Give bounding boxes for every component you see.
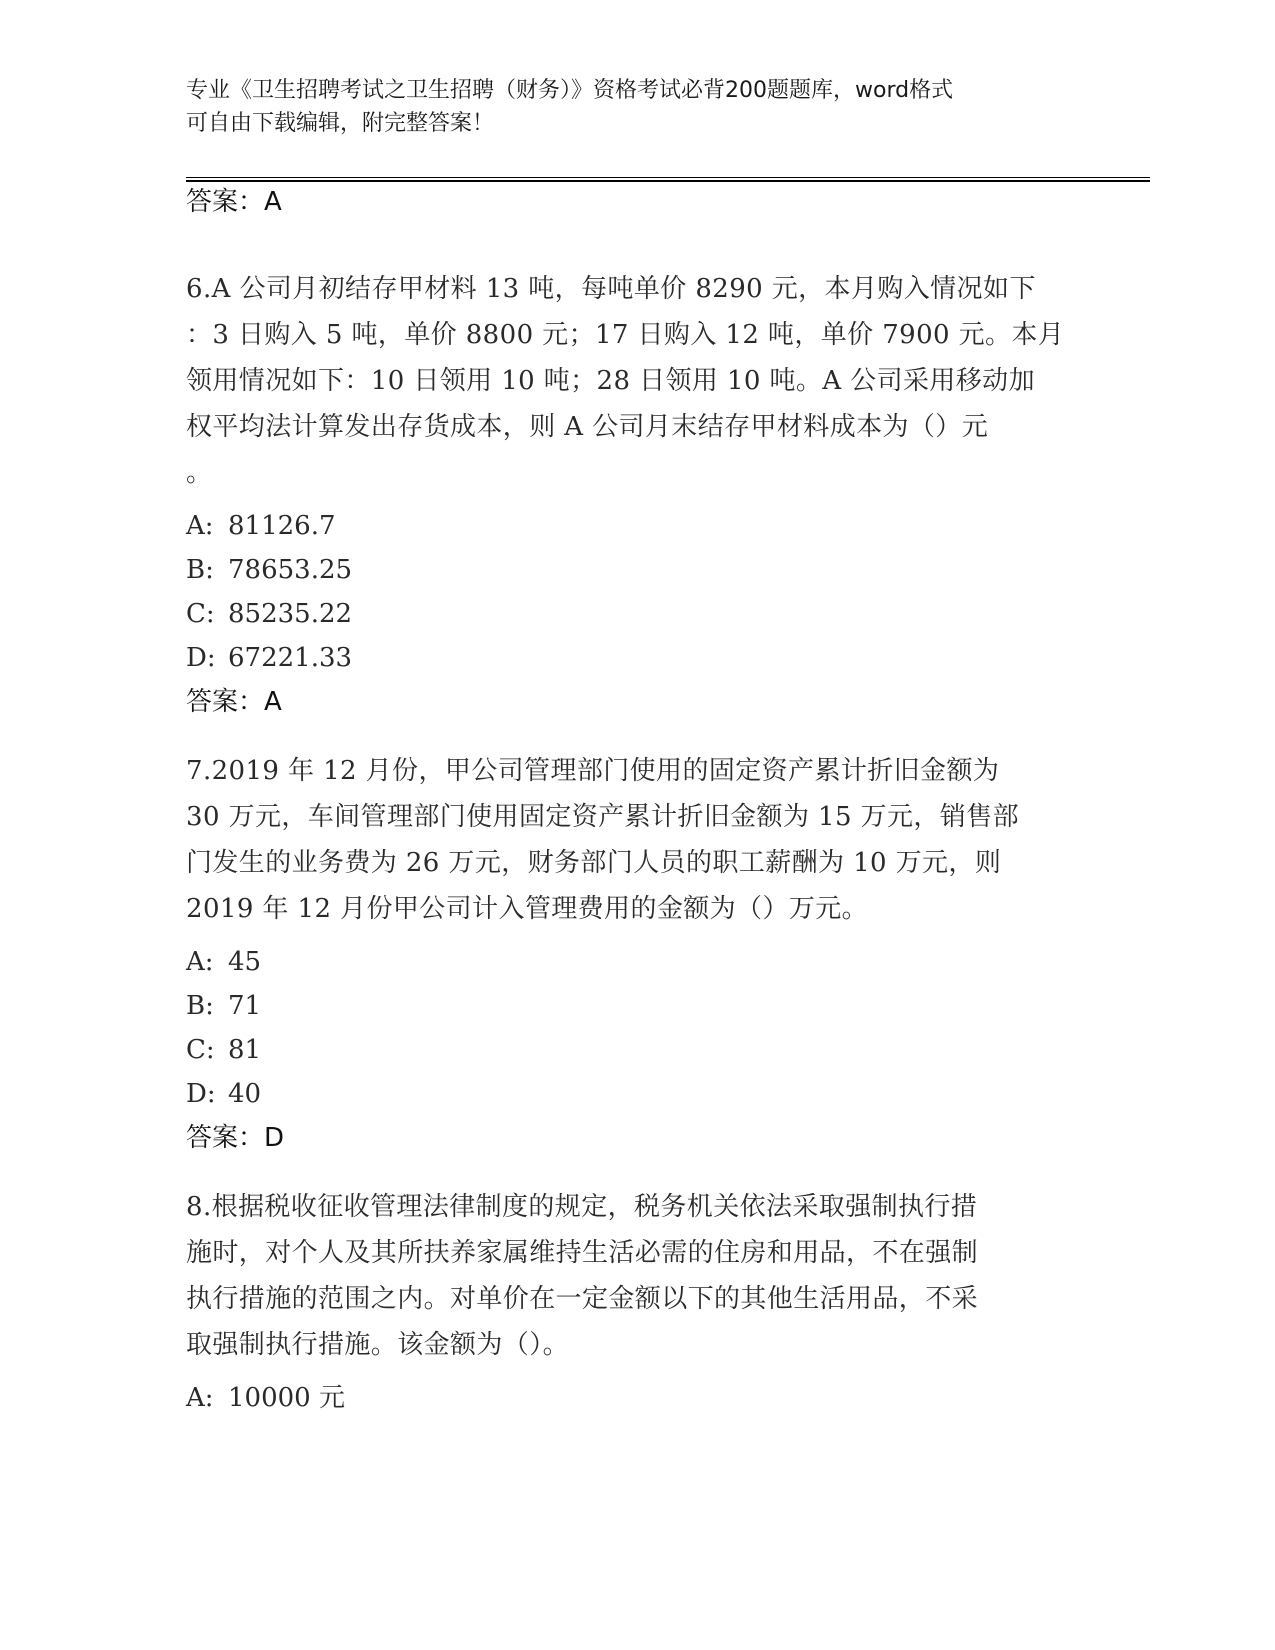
question-6-option-a [186,508,336,544]
header-divider [186,177,1150,182]
option-letter: A: [186,511,214,541]
question-7-answer: 答案：D [186,1123,285,1153]
question-line: ：3 日购入 5 吨，单价 8800 元；17 日购入 12 吨，单价 7900 元。本月 [186,320,1065,350]
question-6-answer: 答案：A [186,687,282,717]
option-text: 81126.7 [228,511,336,541]
option-letter: D: [186,1079,216,1109]
question-7-option-c [186,1032,261,1068]
question-8-option-a [186,1380,345,1416]
question-7-option-a [186,944,261,980]
option-text: 10000 元 [228,1383,345,1413]
question-line: 领用情况如下：10 日领用 10 吨；28 日领用 10 吨。A 公司采用移动加 [186,366,1035,396]
option-letter: B: [186,991,214,1021]
question-line: 30 万元，车间管理部门使用固定资产累计折旧金额为 15 万元，销售部 [186,802,1019,832]
option-text: 81 [228,1035,262,1065]
question-7-text [186,748,1106,932]
header-line: 可自由下载编辑，附完整答案！ [186,111,495,136]
option-text: 67221.33 [228,643,353,673]
option-letter: B: [186,555,214,585]
question-line: 6.A 公司月初结存甲材料 13 吨，每吨单价 8290 元，本月购入情况如下 [186,274,1036,304]
question-line: 2019 年 12 月份甲公司计入管理费用的金额为（）万元。 [186,894,869,924]
question-6-text [186,266,1106,496]
option-letter: A: [186,1383,214,1413]
question-line: 7.2019 年 12 月份，甲公司管理部门使用的固定资产累计折旧金额为 [186,756,1000,786]
question-line: 执行措施的范围之内。对单价在一定金额以下的其他生活用品，不采 [186,1284,979,1314]
question-6-option-c [186,596,352,632]
question-line: 8.根据税收征收管理法律制度的规定，税务机关依法采取强制执行措 [186,1192,978,1222]
option-text: 78653.25 [228,555,353,585]
question-7-option-b [186,988,261,1024]
question-line: 门发生的业务费为 26 万元，财务部门人员的职工薪酬为 10 万元，则 [186,848,1002,878]
question-line: 施时，对个人及其所扶养家属维持生活必需的住房和用品，不在强制 [186,1238,979,1268]
option-text: 45 [228,947,262,977]
option-text: 85235.22 [228,599,353,629]
question-line: 取强制执行措施。该金额为（）。 [186,1330,570,1360]
option-letter: C: [186,599,215,629]
question-8-text [186,1184,1106,1368]
question-line: 权平均法计算发出存货成本，则 A 公司月末结存甲材料成本为（）元 [186,412,989,442]
option-letter: C: [186,1035,215,1065]
document-header [186,74,1066,140]
header-line: 专业《卫生招聘考试之卫生招聘（财务）》资格考试必背200题题库，word格式 [186,78,954,103]
option-text: 71 [228,991,262,1021]
question-line: 。 [186,458,213,488]
question-6-option-b [186,552,352,588]
option-letter: D: [186,643,216,673]
option-letter: A: [186,947,214,977]
question-6-option-d [186,640,352,676]
answer-label: 答案：A [186,187,282,217]
option-text: 40 [228,1079,262,1109]
question-7-option-d [186,1076,261,1112]
